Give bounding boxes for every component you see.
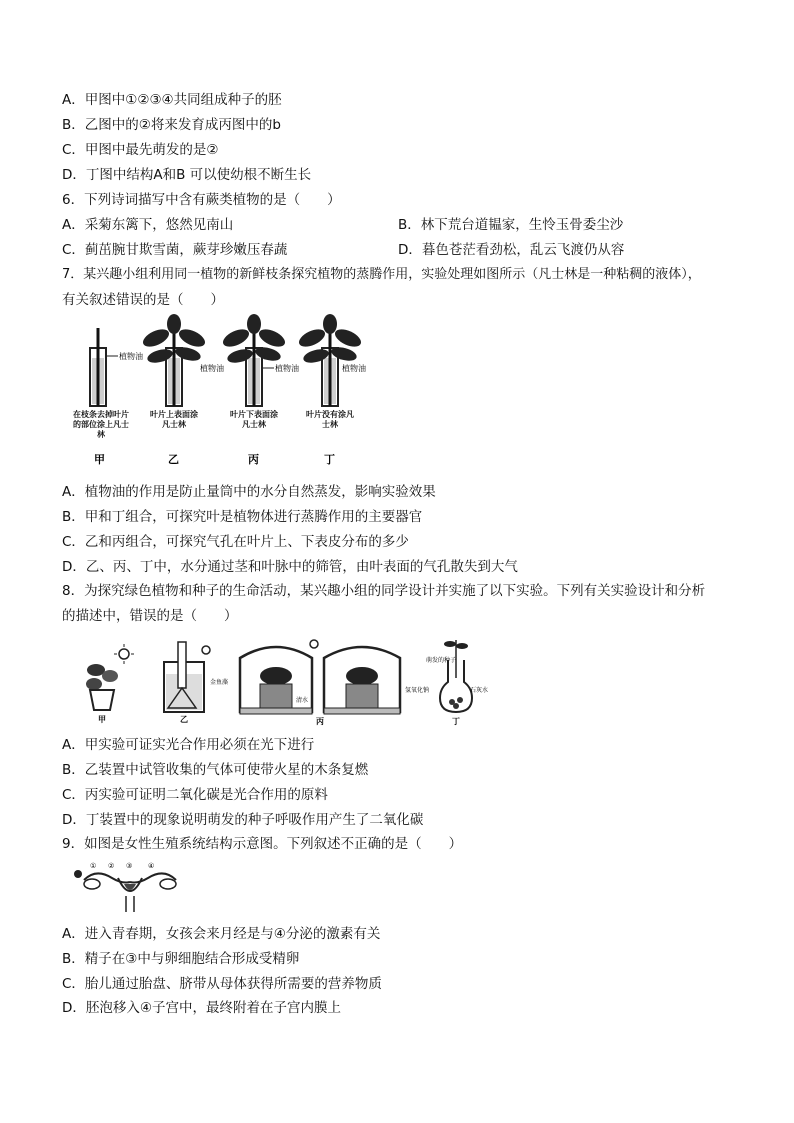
- q6-stem: 6．下列诗词描写中含有蕨类植物的是（ ）: [62, 192, 341, 208]
- q7-oil-label-3: 植物油: [275, 364, 299, 373]
- q9-option-d: D．胚泡移入④子宫中，最终附着在子宫内膜上: [62, 1000, 341, 1016]
- q7-label-bing: 丙: [248, 453, 259, 466]
- q7-option-d: D．乙、丙、丁中，水分通过茎和叶脉中的筛管，由叶表面的气孔散失到大气: [62, 559, 518, 575]
- q8-jar-label-2: 氢氧化钠: [405, 687, 430, 694]
- q9-stem: 9．如图是女性生殖系统结构示意图。下列叙述不正确的是（ ）: [62, 836, 463, 852]
- q9-marker-3: ③: [126, 862, 133, 870]
- q7-cylinder-yi: [140, 314, 207, 406]
- q7-option-a: A．植物油的作用是防止量筒中的水分自然蒸发，影响实验效果: [62, 484, 436, 500]
- q8-option-d: D．丁装置中的现象说明萌发的种子呼吸作用产生了二氧化碳: [62, 812, 424, 828]
- q7-stem-line1: 7．某兴趣小组利用同一植物的新鲜枝条探究植物的蒸腾作用，实验处理如图所示（凡士林是一种粘稠的液体），: [62, 267, 701, 282]
- q7-stem-line2: 有关叙述错误的是（ ）: [62, 292, 224, 308]
- q9-marker-4: ④: [148, 862, 155, 870]
- sun-icon: [310, 640, 318, 648]
- q6-option-b: B．林下荒台道韫家，生怜玉骨委尘沙: [398, 217, 624, 233]
- q8-setup-bing: [240, 640, 429, 726]
- q5-option-d: D．丁图中结构A和B 可以使幼根不断生长: [62, 167, 312, 183]
- q7-cylinder-ding: [296, 314, 363, 406]
- q7-label-yi: 乙: [168, 453, 179, 466]
- q7-oil-label-4: 植物油: [342, 364, 366, 373]
- q5-option-a: A．甲图中①②③④共同组成种子的胚: [62, 92, 282, 108]
- q8-lime-label: 石灰水: [470, 687, 489, 694]
- q7-transpiration-figure: [70, 318, 400, 468]
- q9-marker-2: ②: [108, 862, 115, 870]
- q7-caption-bing: 叶片下表面涂凡士林: [230, 410, 278, 429]
- sun-icon: [119, 649, 129, 659]
- q9-option-c: C．胎儿通过胎盘、脐带从母体获得所需要的营养物质: [62, 976, 382, 992]
- q5-option-b: B．乙图中的②将来发育成丙图中的b: [62, 117, 281, 133]
- moon-icon: [202, 646, 210, 654]
- q8-setup-yi: [164, 642, 228, 724]
- q9-option-b: B．精子在③中与卵细胞结合形成受精卵: [62, 951, 300, 967]
- q8-label-yi: 乙: [180, 715, 188, 724]
- q7-label-ding: 丁: [324, 453, 335, 466]
- q7-option-b: B．甲和丁组合，可探究叶是植物体进行蒸腾作用的主要器官: [62, 509, 423, 525]
- q6-option-d: D．暮色苍茫看劲松，乱云飞渡仍从容: [398, 242, 625, 258]
- q8-stem-line1: 8．为探究绿色植物和种子的生命活动，某兴趣小组的同学设计并实施了以下实验。下列有关实验设计和分析: [62, 583, 706, 599]
- q8-label-jia: 甲: [98, 715, 106, 724]
- q7-oil-label-2: 植物油: [200, 364, 224, 373]
- q8-seed-label: 萌发的种子: [426, 657, 457, 664]
- q6-option-a: A．采菊东篱下，悠然见南山: [62, 217, 234, 233]
- q6-option-c: C．蓟茁腕甘欺雪菌，蕨芽珍嫩压春蔬: [62, 242, 288, 258]
- q5-option-c: C．甲图中最先萌发的是②: [62, 142, 219, 158]
- q9-option-a: A．进入青春期，女孩会来月经是与④分泌的激素有关: [62, 926, 381, 942]
- q8-experiment-figure: [80, 632, 489, 727]
- q7-cylinder-bing: [220, 314, 287, 406]
- q8-setup-ding: [426, 640, 488, 726]
- q8-stem-line2: 的描述中，错误的是（ ）: [62, 608, 238, 624]
- q7-option-c: C．乙和丙组合，可探究气孔在叶片上、下表皮分布的多少: [62, 534, 409, 550]
- q7-caption-ding: 叶片没有涂凡士林: [306, 410, 354, 429]
- q8-jar-label-1: 清水: [296, 697, 309, 704]
- q7-caption-jia: 在枝条去掉叶片的部位涂上凡士林: [73, 410, 129, 439]
- q8-setup-jia: [86, 644, 134, 724]
- q8-option-b: B．乙装置中试管收集的气体可使带火星的木条复燃: [62, 762, 369, 778]
- q7-caption-yi: 叶片上表面涂凡士林: [150, 410, 198, 429]
- q8-option-a: A．甲实验可证实光合作用必须在光下进行: [62, 737, 315, 753]
- q7-cylinder-jia: [90, 328, 106, 406]
- q9-reproductive-system-figure: [68, 860, 188, 916]
- q8-tube-label: 金鱼藻: [210, 679, 229, 686]
- q7-label-jia: 甲: [94, 453, 105, 466]
- q9-marker-1: ①: [90, 862, 97, 870]
- q8-label-ding: 丁: [452, 717, 460, 726]
- q8-option-c: C．丙实验可证明二氧化碳是光合作用的原料: [62, 787, 328, 803]
- q7-oil-label-1: 植物油: [119, 352, 143, 361]
- q8-label-bing: 丙: [316, 717, 324, 726]
